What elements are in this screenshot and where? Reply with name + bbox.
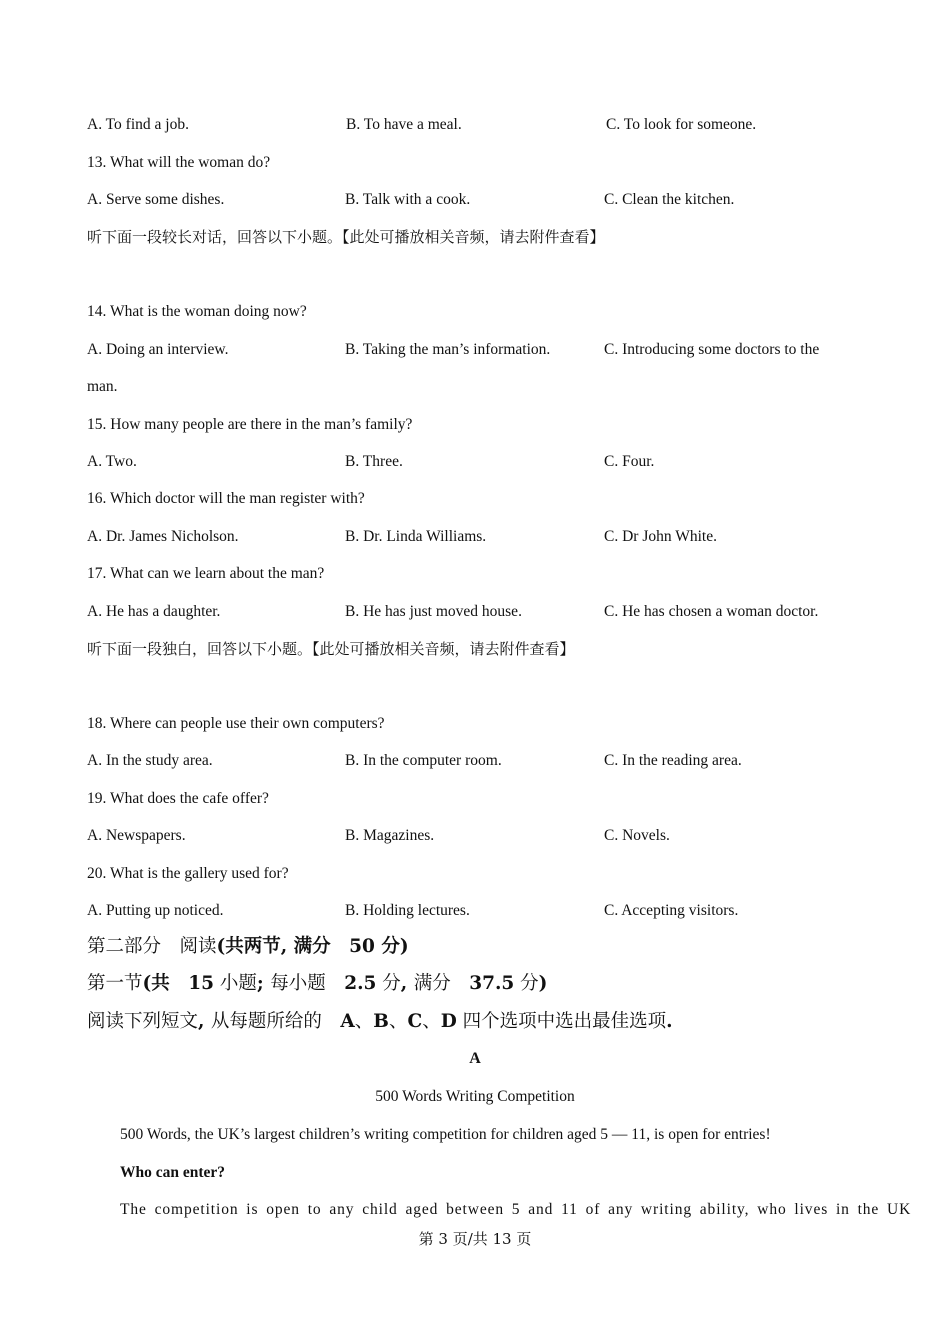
part2-title: 第二部分 阅读(共两节, 满分 50 分) [87,936,409,957]
q15-option-c: C. Four. [604,453,655,470]
passage-body-line: The competition is open to any child aged between 5 and 11 of any writing ability, who lives in the UK [120,1201,912,1218]
instruction-monologue: 听下面一段独白，回答以下小题。【此处可播放相关音频，请去附件查看】 [87,640,575,658]
q18-option-a: A. In the study area. [87,752,213,769]
q14-option-a: A. Doing an interview. [87,341,229,358]
passage-intro: 500 Words, the UK’s largest children’s writing competition for children aged 5 — 11, is open for entries! [120,1126,771,1143]
q18-option-b: B. In the computer room. [345,752,502,769]
q14-option-c: C. Introducing some doctors to the [604,341,820,358]
passage-heading: Who can enter? [120,1164,226,1181]
q15-option-a: A. Two. [87,453,137,470]
q15-option-b: B. Three. [345,453,403,470]
q20-option-a: A. Putting up noticed. [87,902,224,919]
q14-option-c-wrap: man. [87,378,118,395]
q12-option-c: C. To look for someone. [606,116,757,133]
q13-option-b: B. Talk with a cook. [345,191,471,208]
q15-stem: 15. How many people are there in the man’s family? [87,416,413,433]
page-footer: 第 3 页/共 13 页 [418,1230,532,1248]
q20-option-c: C. Accepting visitors. [604,902,739,919]
q17-option-c: C. He has chosen a woman doctor. [604,603,819,620]
q19-option-a: A. Newspapers. [87,827,186,844]
q13-option-a: A. Serve some dishes. [87,191,225,208]
reading-instruction: 阅读下列短文, 从每题所给的 A、B、C、D 四个选项中选出最佳选项. [87,1011,673,1032]
q16-option-b: B. Dr. Linda Williams. [345,528,487,545]
instruction-dialogue: 听下面一段较长对话，回答以下小题。【此处可播放相关音频，请去附件查看】 [87,228,605,246]
q12-option-b: B. To have a meal. [346,116,462,133]
q20-stem: 20. What is the gallery used for? [87,865,289,882]
q17-option-a: A. He has a daughter. [87,603,221,620]
q19-option-c: C. Novels. [604,827,670,844]
q12-option-a: A. To find a job. [87,116,189,133]
q19-option-b: B. Magazines. [345,827,435,844]
q19-stem: 19. What does the cafe offer? [87,790,269,807]
q16-option-a: A. Dr. James Nicholson. [87,528,239,545]
q16-stem: 16. Which doctor will the man register with? [87,490,365,507]
q14-option-b: B. Taking the man’s information. [345,341,551,358]
q14-stem: 14. What is the woman doing now? [87,303,307,320]
q20-option-b: B. Holding lectures. [345,902,470,919]
q13-option-c: C. Clean the kitchen. [604,191,735,208]
q18-option-c: C. In the reading area. [604,752,742,769]
q18-stem: 18. Where can people use their own computers? [87,715,385,732]
q17-stem: 17. What can we learn about the man? [87,565,325,582]
passage-letter: A [469,1050,481,1067]
q17-option-b: B. He has just moved house. [345,603,522,620]
q16-option-c: C. Dr John White. [604,528,717,545]
section1-title: 第一节(共 15 小题; 每小题 2.5 分, 满分 37.5 分) [87,973,548,994]
passage-title: 500 Words Writing Competition [375,1088,575,1105]
q13-stem: 13. What will the woman do? [87,154,271,171]
